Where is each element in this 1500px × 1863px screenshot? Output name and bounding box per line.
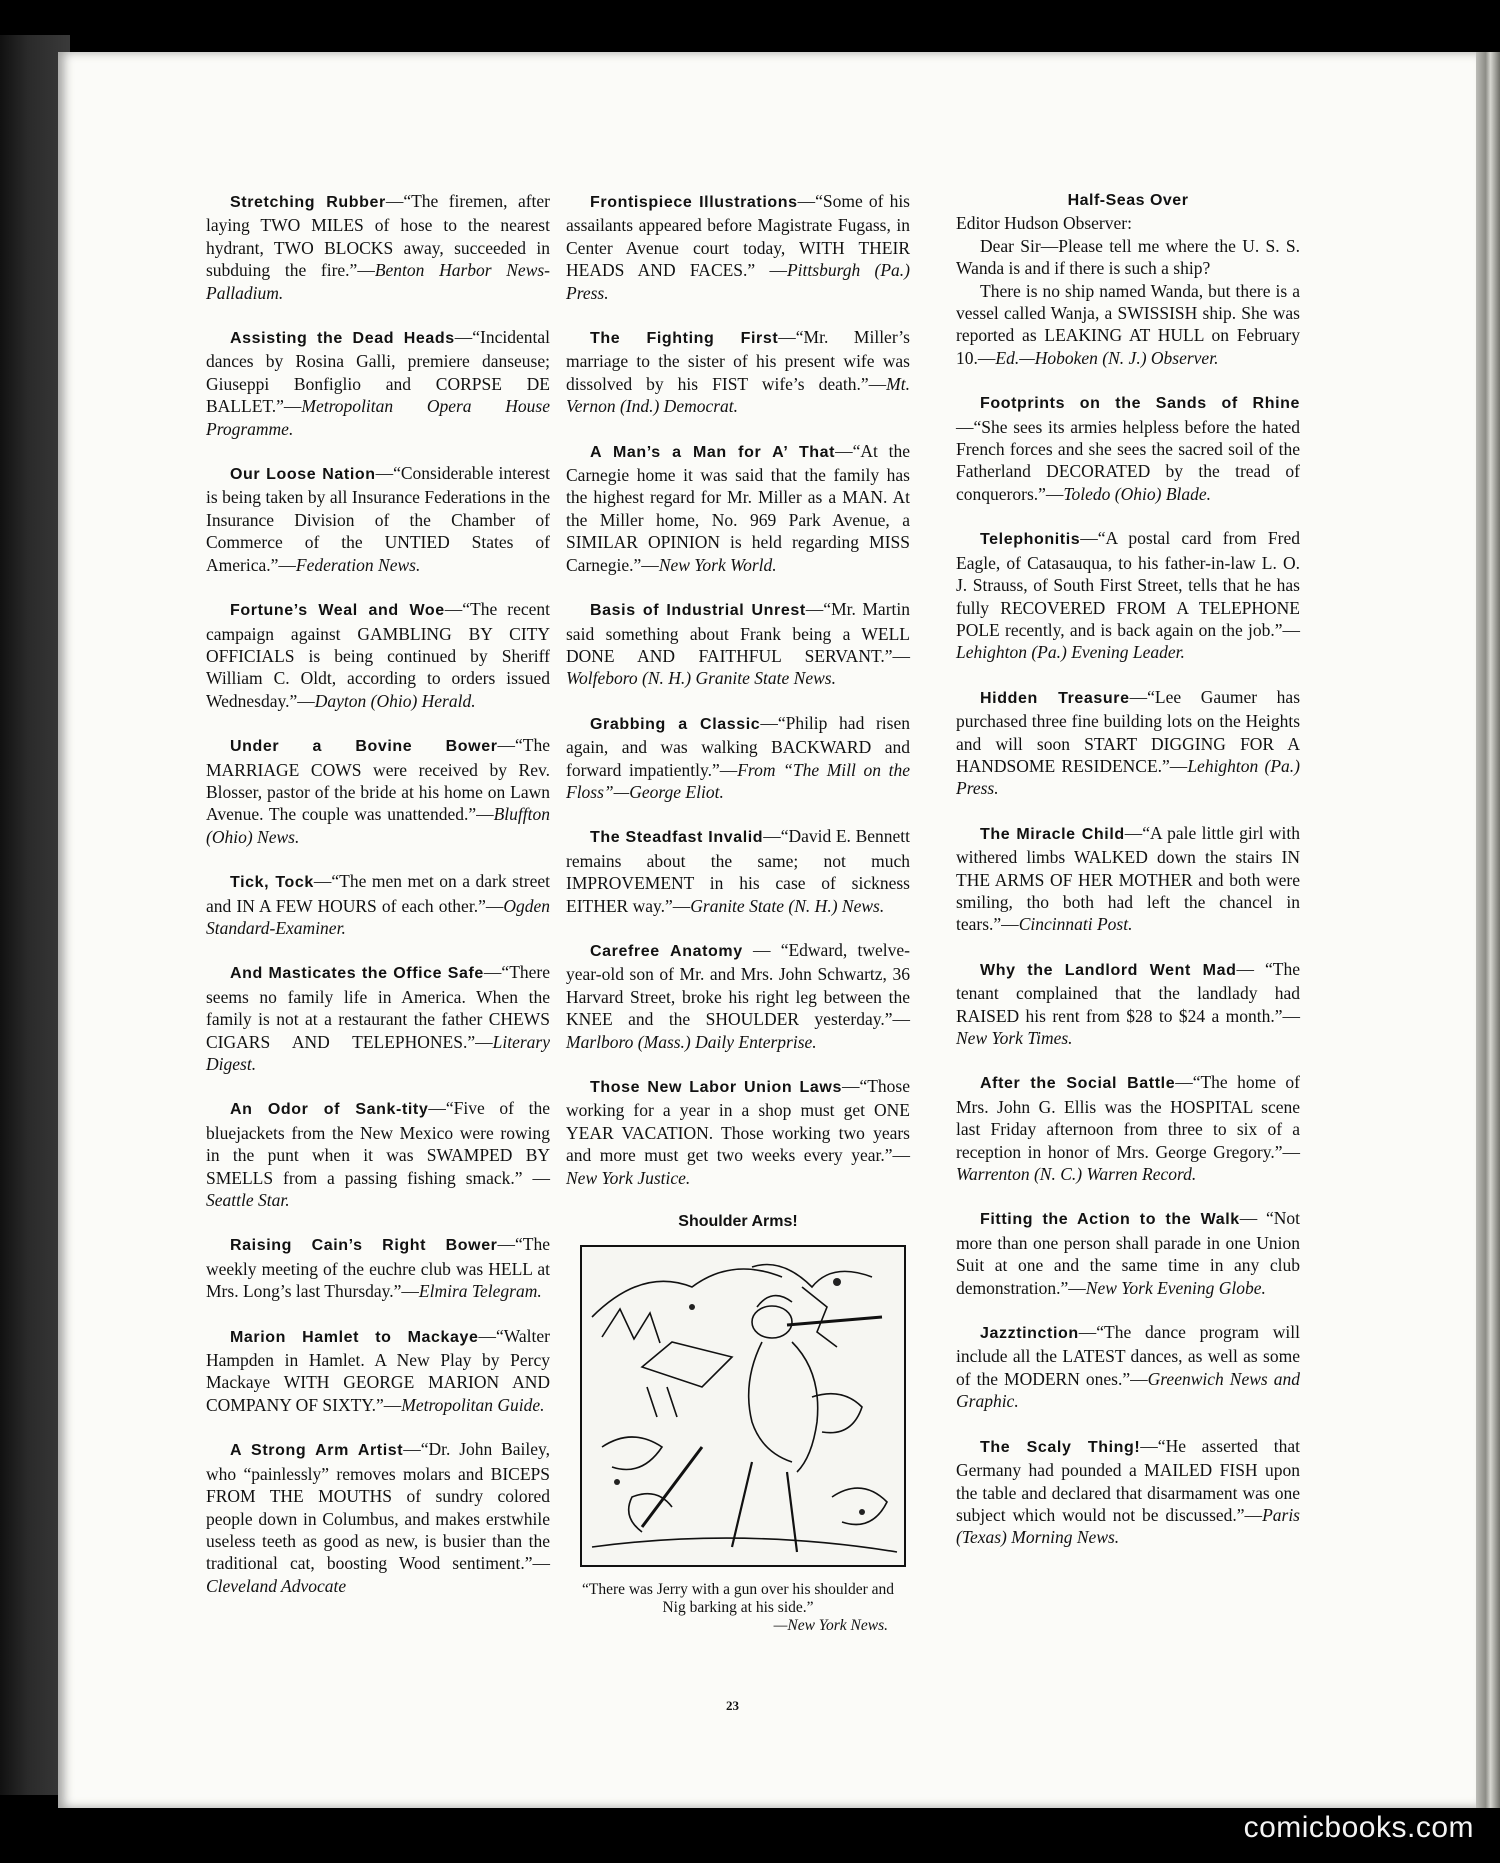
article-body: —“Philip had risen again, and was walking BACKWARD and forward impatiently.”—: [566, 712, 910, 780]
article-body: —“At the Carnegie home it was said that the family has the highest regard for Mr. Miller as a MAN. At the Miller home, No. 969 Park Avenue, a SIMILAR OPINION is held regarding MISS Carnegie.”—: [566, 440, 910, 575]
caption-source: —New York News.: [773, 1617, 888, 1635]
article: [956, 1435, 1300, 1549]
article-title: The Miracle Child: [980, 825, 1125, 843]
letter-paragraph: Dear Sir—Please tell me where the U. S. S. Wanda is and if there is such a ship?: [956, 235, 1300, 279]
article-source: Seattle Star.: [206, 1190, 290, 1211]
article-source: Granite State (N. H.) News.: [690, 895, 885, 916]
article-body: —“Dr. John Bailey, who “painlessly” removes molars and BICEPS FROM THE MOUTHS of sundry colored people down in Columbus, and makes erstwhile useless teeth as good as new, is busier than the traditional cat, boosting Wood sentiment.”—: [206, 1439, 550, 1574]
article-source: New York Justice.: [566, 1167, 691, 1188]
article: [566, 939, 910, 1053]
article: [566, 440, 910, 576]
article-title: After the Social Battle: [980, 1075, 1176, 1093]
article-body: —“The MARRIAGE COWS were received by Rev. Blosser, pastor of the bride at his home on Lawn Avenue. The couple was unattended.”—: [206, 735, 550, 825]
article-title: The Scaly Thing!: [980, 1438, 1141, 1456]
article-title: Fortune’s Weal and Woe: [230, 602, 445, 620]
article: [206, 462, 550, 576]
article: [206, 1438, 550, 1597]
article-title: Footprints on the Sands of Rhine: [980, 395, 1300, 413]
article-source: Cincinnati Post.: [1018, 914, 1133, 935]
article-body: —“The weekly meeting of the euchre club was HELL at Mrs. Long’s last Thursday.”—: [206, 1234, 550, 1302]
article-body: —“Incidental dances by Rosina Galli, premiere danseuse; Giuseppi Bonfiglio and CORPSE DE BALLET.”—: [206, 327, 550, 417]
article-body: —“The dance program will include all the LATEST dances, as well as some of the MODERN ones.”—: [956, 1322, 1300, 1389]
article-source: Marlboro (Mass.) Daily Enterprise.: [566, 1031, 817, 1052]
article-source: New York World.: [658, 554, 777, 575]
article-body: —“Mr. Martin said something about Frank being a WELL DONE AND FAITHFUL SERVANT.”—: [566, 599, 910, 666]
article-title: The Steadfast Invalid: [590, 829, 764, 847]
article-title: Jazztinction: [980, 1325, 1079, 1343]
article: [206, 1097, 550, 1211]
article: [566, 326, 910, 418]
illustration-image: [580, 1245, 906, 1567]
article-source: Pittsburgh (Pa.) Press.: [566, 260, 910, 303]
article: [206, 734, 550, 848]
article-source: Lehighton (Pa.) Evening Leader.: [956, 642, 1185, 663]
article: [206, 326, 550, 440]
article-body: —“The recent campaign against GAMBLING BY CITY OFFICIALS is being continued by Sheriff William C. Oldt, according to orders issued Wednesday.”—: [206, 599, 551, 711]
article-title: Telephonitis: [980, 531, 1081, 549]
letter-source: Ed.—Hoboken (N. J.) Observer.: [995, 347, 1219, 368]
article-body: —“Lee Gaumer has purchased three fine building lots on the Heights and will soon START DIGGING FOR A HANDSOME RESIDENCE.”—: [956, 686, 1300, 776]
article-title: And Masticates the Office Safe: [230, 965, 484, 983]
article: [956, 1207, 1300, 1299]
article-source: Toledo (Ohio) Blade.: [1063, 483, 1212, 504]
page-number: 23: [726, 1698, 739, 1713]
article: [956, 1321, 1300, 1413]
article-body: — “The tenant complained that the landlady had RAISED his rent from $28 to $24 a month.”—: [956, 958, 1300, 1026]
article-body: —“Five of the bluejackets from the New Mexico were rowing in the punt when it was SWAMPED BY SMELLS from a passing fishing smack.” —: [206, 1098, 550, 1188]
article-body: —“She sees its armies helpless before the hated French forces and she sees the sacred soil of the Fatherland DECORATED by the tread of conquerors.”—: [956, 416, 1300, 504]
article-source: Federation News.: [295, 554, 421, 575]
article-body: — “Edward, twelve-year-old son of Mr. and Mrs. John Schwartz, 36 Harvard Street, broke his right leg between the KNEE and the SHOULDER yesterday.”—: [566, 939, 910, 1030]
article-source: From “The Mill on the Floss”—George Eliot.: [566, 759, 910, 802]
article: [956, 1071, 1300, 1185]
article: [956, 822, 1300, 936]
article-source: Warrenton (N. C.) Warren Record.: [956, 1164, 1197, 1185]
article-title: Those New Labor Union Laws: [590, 1079, 842, 1096]
column-3: [956, 190, 1300, 1571]
article: [206, 190, 550, 304]
article-body: —“A postal card from Fred Eagle, of Catasauqua, to his father-in-law L. O. J. Strauss, of South First Street, tells that he has fully RECOVERED FROM A TELEPHONE POLE recently, and is back again on the job.”—: [956, 528, 1300, 640]
article-title: Grabbing a Classic: [590, 715, 761, 733]
article-title: Hidden Treasure: [980, 689, 1130, 707]
site-watermark: comicbooks.com: [1243, 1811, 1474, 1844]
article: [206, 1325, 550, 1417]
article-source: Greenwich News and Graphic.: [956, 1368, 1301, 1412]
article-source: Mt. Vernon (Ind.) Democrat.: [566, 373, 910, 417]
article-title: Why the Landlord Went Mad: [980, 961, 1237, 979]
article-body: —“Walter Hampden in Hamlet. A New Play by Percy Mackaye WITH GEORGE MARION AND COMPANY OF SIXTY.”—: [206, 1325, 550, 1415]
article-body: —“There seems no family life in America. When the family is not at a restaurant the father CHEWS CIGARS AND TELEPHONES.”—: [206, 962, 550, 1052]
article: [566, 1075, 910, 1189]
article-title: Under a Bovine Bower: [230, 738, 498, 756]
article-title: A Strong Arm Artist: [230, 1442, 404, 1460]
article-source: Metropolitan Opera House Programme.: [206, 396, 550, 439]
article: [956, 391, 1300, 505]
letter-title: Half-Seas Over: [1067, 192, 1189, 209]
article-source: Literary Digest.: [206, 1031, 550, 1074]
article-source: New York Evening Globe.: [1085, 1277, 1266, 1298]
article-source: Bluffton (Ohio) News.: [206, 804, 550, 847]
article-source: Wolfeboro (N. H.) Granite State News.: [566, 668, 836, 689]
article: [566, 712, 910, 804]
article-title: An Odor of Sank-tity: [230, 1101, 429, 1119]
article: [566, 825, 910, 917]
article-body: —“Some of his assailants appeared before Magistrate Fugass, in Center Avenue court today, WITH THEIR HEADS AND FACES.” —: [566, 191, 910, 281]
article-title: Tick, Tock: [230, 874, 314, 892]
article-body: —“Considerable interest is being taken by all Insurance Federations in the Insurance Division of the Chamber of Commerce of the UNTIED States of America.”—: [206, 463, 550, 575]
article-body: —“He asserted that Germany had pounded a MAILED FISH upon the table and declared that disarmament was one subject which would not be discussed.”—: [956, 1435, 1300, 1525]
article-body: —“Mr. Miller’s marriage to the sister of his present wife was dissolved by his FIST wife’s death.”—: [566, 327, 910, 394]
letter: [956, 190, 1300, 369]
article-title: Assisting the Dead Heads: [230, 330, 455, 348]
article-title: Marion Hamlet to Mackaye: [230, 1328, 479, 1346]
illustration-caption: [566, 1581, 910, 1635]
article-title: The Fighting First: [590, 330, 779, 348]
article-source: Lehighton (Pa.) Press.: [956, 755, 1300, 799]
article: [566, 598, 910, 690]
hunter-sketch-icon: [582, 1247, 904, 1565]
letter-salutation: Editor Hudson Observer:: [956, 213, 1132, 234]
column-2: [566, 190, 910, 1635]
article-source: Metropolitan Guide.: [401, 1394, 545, 1415]
article-body: — “Not more than one person shall parade in one Union Suit at one and the same time in any club demonstration.”—: [956, 1208, 1300, 1298]
letter-reply: There is no ship named Wanda, but there is a vessel called Wanja, a SWISSISH ship. She was reported as LEAKING AT HULL on February 10.—: [956, 280, 1300, 368]
article: [566, 190, 910, 304]
article: [956, 958, 1300, 1050]
article: [956, 686, 1300, 800]
article-title: Carefree Anatomy: [590, 942, 743, 960]
article-source: Benton Harbor News-Palladium.: [206, 260, 550, 303]
article: [206, 1233, 550, 1302]
article: [206, 961, 550, 1075]
article-source: New York Times.: [956, 1028, 1073, 1048]
article-body: —“Those working for a year in a shop must get ONE YEAR VACATION. Those working two years and more must get two weeks every year.”—: [566, 1076, 910, 1166]
article-body: —“The home of Mrs. John G. Ellis was the HOSPITAL scene last Friday afternoon from three to six of a reception in honor of Mrs. George Gregory.”—: [956, 1072, 1301, 1162]
article-title: Raising Cain’s Right Bower: [230, 1237, 498, 1255]
article: [956, 527, 1300, 663]
article-body: —“David E. Bennett remains about the same; not much IMPROVEMENT in his case of sickness EITHER way.”—: [566, 826, 911, 916]
article-source: Ogden Standard-Examiner.: [206, 895, 550, 938]
article-body: —“The men met on a dark street and IN A FEW HOURS of each other.”—: [206, 871, 550, 916]
article-source: Dayton (Ohio) Herald.: [314, 690, 476, 711]
page-edge: [1476, 52, 1500, 1808]
letter-paragraph: [956, 280, 1300, 370]
article-title: Basis of Industrial Unrest: [590, 602, 806, 620]
article-source: Cleveland Advocate: [206, 1575, 347, 1596]
article-body: —“A pale little girl with withered limbs WALKED down the stairs IN THE ARMS OF HER MOTHER and both were smiling, tho both had left the chancel in tears.”—: [956, 822, 1301, 935]
article-body: —“The firemen, after laying TWO MILES of hose to the nearest hydrant, TWO BLOCKS away, succeeded in subduing the fire.”—: [206, 191, 550, 281]
article-title: Our Loose Nation: [230, 466, 376, 484]
article-title: Frontispiece Illustrations: [590, 194, 798, 211]
illustration-title: Shoulder Arms!: [678, 1213, 798, 1231]
article-title: Stretching Rubber: [230, 194, 386, 211]
column-1: [206, 190, 550, 1619]
article-title: A Man’s a Man for A’ That: [590, 443, 836, 461]
article-title: Fitting the Action to the Walk: [980, 1211, 1240, 1229]
article-source: Elmira Telegram.: [418, 1281, 542, 1302]
caption-text: “There was Jerry with a gun over his shoulder and Nig barking at his side.”: [581, 1581, 895, 1617]
article: [206, 870, 550, 939]
article-source: Paris (Texas) Morning News.: [956, 1504, 1300, 1548]
article: [206, 598, 550, 712]
